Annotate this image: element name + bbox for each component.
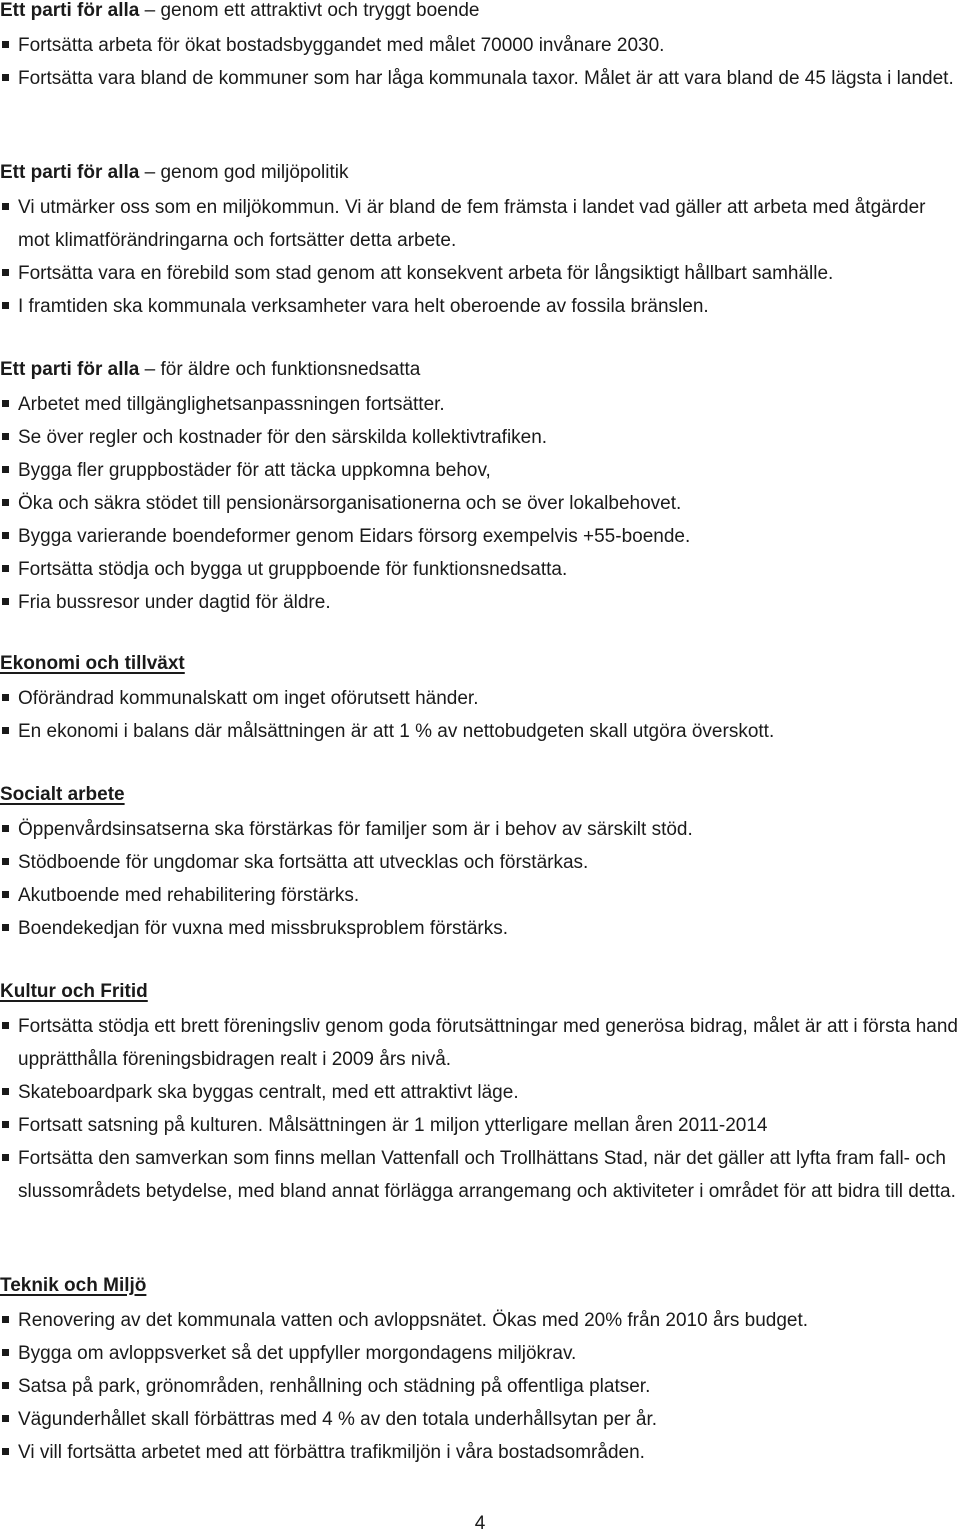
list-item-text: Akutboende med rehabilitering förstärks. <box>18 885 360 906</box>
section-0 <box>0 0 960 95</box>
list-item <box>0 813 960 846</box>
square-bullet-icon <box>2 269 9 276</box>
bullet-list <box>0 388 960 619</box>
list-item-text: Skateboardpark ska byggas centralt, med ett attraktivt läge. <box>18 1082 519 1103</box>
square-bullet-icon <box>2 694 9 701</box>
list-item <box>0 1436 960 1469</box>
bullet-list <box>0 29 960 95</box>
square-bullet-icon <box>2 1382 9 1389</box>
section-heading-lead: Ett parti för alla <box>0 162 140 183</box>
square-bullet-icon <box>2 400 9 407</box>
section-heading-lead: Ekonomi och tillväxt <box>0 653 185 674</box>
list-item <box>0 257 960 290</box>
list-item-text: Bygga varierande boendeformer genom Eidars försorg exempelvis +55-boende. <box>18 526 691 547</box>
list-item <box>0 1304 960 1337</box>
list-item <box>0 1403 960 1436</box>
square-bullet-icon <box>2 466 9 473</box>
list-item <box>0 1076 960 1109</box>
list-item <box>0 1142 960 1208</box>
list-item <box>0 454 960 487</box>
square-bullet-icon <box>2 499 9 506</box>
list-item-text: Arbetet med tillgänglighetsanpassningen fortsätter. <box>18 394 445 415</box>
list-item-text: Se över regler och kostnader för den särskilda kollektivtrafiken. <box>18 427 548 448</box>
list-item-text: Öka och säkra stödet till pensionärsorganisationerna och se över lokalbehovet. <box>18 493 682 514</box>
list-item-text: Bygga fler gruppbostäder för att täcka uppkomna behov, <box>18 460 491 481</box>
section-4 <box>0 780 960 945</box>
square-bullet-icon <box>2 565 9 572</box>
list-item <box>0 62 960 95</box>
list-item-text: Fortsatt satsning på kulturen. Målsättningen är 1 miljon ytterligare mellan åren 2011-2014 <box>18 1115 768 1136</box>
section-heading <box>0 0 960 26</box>
list-item-text: Oförändrad kommunalskatt om inget oförutsett händer. <box>18 688 479 709</box>
bullet-list <box>0 191 960 323</box>
list-item <box>0 553 960 586</box>
list-item <box>0 388 960 421</box>
square-bullet-icon <box>2 825 9 832</box>
section-heading-rest: – för äldre och funktionsnedsatta <box>139 359 421 380</box>
list-item-text: Stödboende för ungdomar ska fortsätta att utvecklas och förstärkas. <box>18 852 589 873</box>
list-item <box>0 715 960 748</box>
square-bullet-icon <box>2 598 9 605</box>
square-bullet-icon <box>2 858 9 865</box>
section-heading-lead: Socialt arbete <box>0 784 125 805</box>
list-item <box>0 912 960 945</box>
section-5 <box>0 977 960 1208</box>
list-item <box>0 879 960 912</box>
square-bullet-icon <box>2 1349 9 1356</box>
square-bullet-icon <box>2 1088 9 1095</box>
list-item <box>0 290 960 323</box>
list-item-text: Boendekedjan för vuxna med missbruksproblem förstärks. <box>18 918 509 939</box>
list-item-text: Vi vill fortsätta arbetet med att förbättra trafikmiljön i våra bostadsområden. <box>18 1442 645 1463</box>
list-item <box>0 29 960 62</box>
list-item <box>0 586 960 619</box>
section-2 <box>0 355 960 619</box>
list-item-text: Fortsätta den samverkan som finns mellan Vattenfall och Trollhättans Stad, när det gäller att lyfta fram fall- och slussområdets betydelse, med bland annat förlägga arrangemang och aktiviteter i området för att bidra till detta. <box>18 1148 956 1202</box>
square-bullet-icon <box>2 74 9 81</box>
list-item <box>0 487 960 520</box>
square-bullet-icon <box>2 302 9 309</box>
square-bullet-icon <box>2 924 9 931</box>
section-heading-lead: Ett parti för alla <box>0 0 140 21</box>
list-item-text: Fortsätta vara en förebild som stad genom att konsekvent arbeta för långsiktigt hållbart samhälle. <box>18 263 834 284</box>
list-item <box>0 191 960 257</box>
list-item-text: En ekonomi i balans där målsättningen är att 1 % av nettobudgeten skall utgöra överskott. <box>18 721 775 742</box>
list-item-text: Fortsätta stödja ett brett föreningsliv genom goda förutsättningar med generösa bidrag, målet är att i första hand upprätthålla föreningsbidragen realt i 2009 års nivå. <box>18 1016 958 1070</box>
list-item-text: Renovering av det kommunala vatten och avloppsnätet. Ökas med 20% från 2010 års budget. <box>18 1310 809 1331</box>
list-item-text: Satsa på park, grönområden, renhållning och städning på offentliga platser. <box>18 1376 651 1397</box>
square-bullet-icon <box>2 1448 9 1455</box>
square-bullet-icon <box>2 1415 9 1422</box>
list-item-text: Bygga om avloppsverket så det uppfyller morgondagens miljökrav. <box>18 1343 577 1364</box>
section-3 <box>0 649 960 748</box>
square-bullet-icon <box>2 1154 9 1161</box>
list-item-text: Vi utmärker oss som en miljökommun. Vi är bland de fem främsta i landet vad gäller att arbeta med åtgärder mot klimatförändringarna och fortsätter detta arbete. <box>18 197 926 251</box>
section-heading <box>0 780 960 810</box>
square-bullet-icon <box>2 532 9 539</box>
list-item <box>0 421 960 454</box>
section-heading-lead: Kultur och Fritid <box>0 981 148 1002</box>
bullet-list <box>0 1304 960 1469</box>
section-heading <box>0 649 960 679</box>
list-item <box>0 1109 960 1142</box>
square-bullet-icon <box>2 891 9 898</box>
section-1 <box>0 158 960 323</box>
square-bullet-icon <box>2 1121 9 1128</box>
square-bullet-icon <box>2 727 9 734</box>
list-item-text: Fortsätta stödja och bygga ut gruppboende för funktionsnedsatta. <box>18 559 568 580</box>
bullet-list <box>0 682 960 748</box>
square-bullet-icon <box>2 41 9 48</box>
square-bullet-icon <box>2 433 9 440</box>
list-item-text: Fortsätta vara bland de kommuner som har låga kommunala taxor. Målet är att vara bland de 45 lägsta i landet. <box>18 68 954 89</box>
square-bullet-icon <box>2 1316 9 1323</box>
section-heading-rest: – genom god miljöpolitik <box>139 162 349 183</box>
page-number: 4 <box>474 1513 486 1534</box>
list-item <box>0 1337 960 1370</box>
square-bullet-icon <box>2 203 9 210</box>
section-heading-lead: Teknik och Miljö <box>0 1275 147 1296</box>
list-item <box>0 846 960 879</box>
list-item <box>0 682 960 715</box>
square-bullet-icon <box>2 1022 9 1029</box>
bullet-list <box>0 1010 960 1208</box>
list-item-text: Fortsätta arbeta för ökat bostadsbyggandet med målet 70000 invånare 2030. <box>18 35 665 56</box>
section-heading <box>0 1271 960 1301</box>
section-heading-rest: – genom ett attraktivt och tryggt boende <box>139 0 480 21</box>
section-heading <box>0 355 960 385</box>
list-item <box>0 1010 960 1076</box>
section-6 <box>0 1271 960 1469</box>
section-heading <box>0 158 960 188</box>
list-item <box>0 520 960 553</box>
list-item-text: Vägunderhållet skall förbättras med 4 % av den totala underhållsytan per år. <box>18 1409 657 1430</box>
list-item-text: I framtiden ska kommunala verksamheter vara helt oberoende av fossila bränslen. <box>18 296 709 317</box>
section-heading <box>0 977 960 1007</box>
list-item-text: Öppenvårdsinsatserna ska förstärkas för familjer som är i behov av särskilt stöd. <box>18 819 693 840</box>
list-item-text: Fria bussresor under dagtid för äldre. <box>18 592 331 613</box>
bullet-list <box>0 813 960 945</box>
section-heading-lead: Ett parti för alla <box>0 359 140 380</box>
list-item <box>0 1370 960 1403</box>
